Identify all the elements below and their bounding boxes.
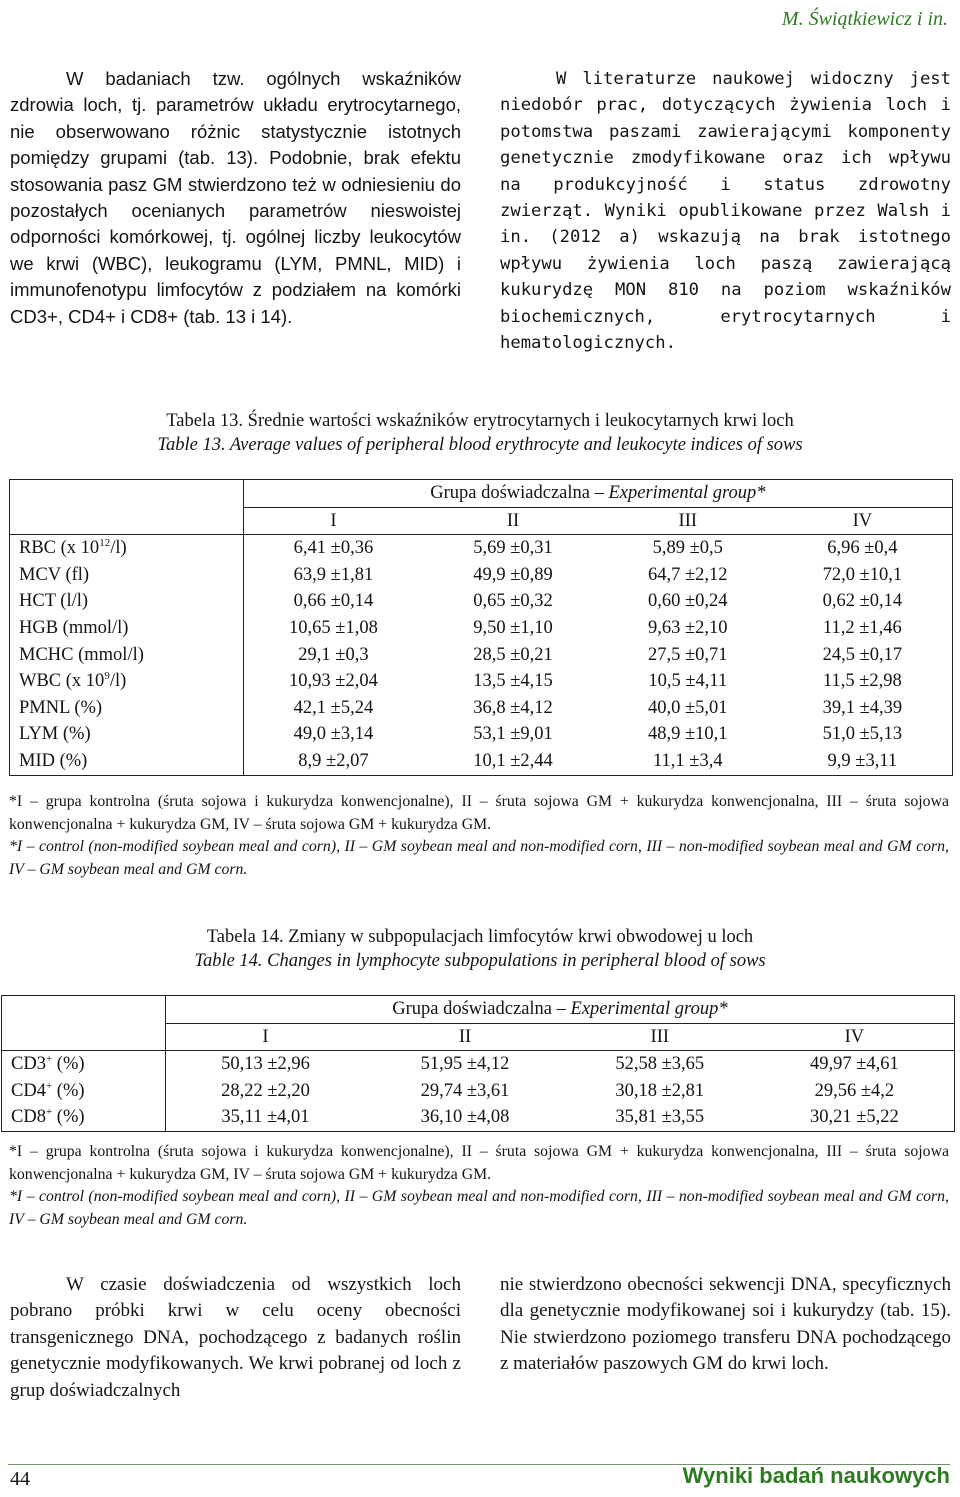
- value-cell: 11,2 ±1,46: [773, 615, 953, 642]
- value-cell: 11,1 ±3,4: [603, 748, 773, 775]
- group-header: Grupa doświadczalna – Experimental group*: [165, 996, 954, 1024]
- footnote-english: *I – control (non-modified soybean meal and corn), II – GM soybean meal and non-modified corn, III – non-modified soybean meal and GM corn, IV – GM soybean meal and GM corn.: [9, 838, 949, 878]
- table14-caption: [0, 925, 960, 973]
- value-cell: 27,5 ±0,71: [648, 644, 728, 665]
- value-cell: 39,1 ±4,39: [773, 695, 953, 722]
- footnote-polish: *I – grupa kontrolna (śruta sojowa i kukurydza konwencjonalne), II – śruta sojowa GM + kukurydza konwencjonalna, III – śruta sojowa konwencjonalna + kukurydza GM, IV – śruta sojowa GM + kukurydza GM.: [9, 793, 949, 833]
- value-cell: 29,74 ±3,61: [420, 1080, 510, 1101]
- table-corner-cell: [2, 1023, 166, 1051]
- value-cell: 49,97 ±4,61: [755, 1051, 955, 1078]
- value-cell: 36,8 ±4,12: [473, 697, 553, 718]
- value-cell: 49,0 ±3,14: [243, 721, 423, 748]
- table-row: [10, 748, 953, 775]
- running-head: M. Świątkiewicz i in.: [781, 8, 948, 30]
- table13-footnote: [9, 791, 949, 881]
- row-label: HCT (l/l): [10, 588, 244, 615]
- row-label: MCV (fl): [10, 562, 244, 589]
- table13: [9, 479, 953, 776]
- table-row: [10, 642, 953, 669]
- table-corner-cell: [2, 996, 166, 1024]
- group-col-header: II: [423, 507, 603, 535]
- value-cell: 28,5 ±0,21: [473, 644, 553, 665]
- value-cell: 35,11 ±4,01: [165, 1104, 365, 1131]
- table-corner-cell: [10, 507, 244, 535]
- table-row: [10, 695, 953, 722]
- value-cell: 0,62 ±0,14: [773, 588, 953, 615]
- value-cell: 29,1 ±0,3: [243, 642, 423, 669]
- row-label: WBC (x $10^9/l$): [10, 668, 244, 695]
- table-row: [10, 721, 953, 748]
- value-cell: 10,5 ±4,11: [648, 671, 728, 692]
- value-cell: 9,63 ±2,10: [648, 617, 728, 638]
- row-label: CD8+ (%): [2, 1104, 166, 1131]
- value-cell: 51,95 ±4,12: [365, 1051, 565, 1078]
- table-row: [2, 1078, 955, 1105]
- table-row: [10, 588, 953, 615]
- value-cell: 48,9 ±10,1: [648, 724, 728, 745]
- value-cell: 29,56 ±4,2: [755, 1078, 955, 1105]
- value-cell: 35,81 ±3,55: [565, 1104, 755, 1131]
- row-label: MID (%): [10, 748, 244, 775]
- group-col-header: IV: [755, 1023, 955, 1051]
- value-cell: 0,66 ±0,14: [243, 588, 423, 615]
- table14: [1, 995, 955, 1132]
- table-row: [10, 668, 953, 695]
- value-cell: 13,5 ±4,15: [473, 671, 553, 692]
- group-col-header: III: [565, 1023, 755, 1051]
- table13-caption: [0, 409, 960, 457]
- table-row: [10, 535, 953, 562]
- value-cell: 42,1 ±5,24: [243, 695, 423, 722]
- group-col-header: I: [243, 507, 423, 535]
- paragraph: nie stwierdzono obecności sekwencji DNA, specyficznych dla genetycznie modyfikowanej soi i kukurydzy (tab. 15). Nie stwierdzono poziomego transferu DNA pochodzącego z materiałów paszowych GM do krwi loch.: [500, 1274, 951, 1375]
- value-cell: 28,22 ±2,20: [165, 1078, 365, 1105]
- footnote-english: *I – control (non-modified soybean meal and corn), II – GM soybean meal and non-modified corn, III – non-modified soybean meal and GM corn, IV – GM soybean meal and GM corn.: [9, 1188, 949, 1228]
- table-row: [2, 1104, 955, 1131]
- value-cell: 10,1 ±2,44: [423, 748, 603, 775]
- value-cell: 10,93 ±2,04: [243, 668, 423, 695]
- value-cell: 72,0 ±10,1: [773, 562, 953, 589]
- table14-footnote: [9, 1141, 949, 1231]
- bottom-left-column-text: [10, 1272, 461, 1404]
- value-cell: 9,9 ±3,11: [773, 748, 953, 775]
- paragraph: W literaturze naukowej widoczny jest niedobór prac, dotyczących żywienia loch i potomstwa paszami zawierającymi komponenty genetycznie zmodyfikowane oraz ich wpływu na produkcyjność i status zdrowotny zwierząt. Wyniki opublikowane przez Walsh i in. (2012 a) wskazują na brak istotnego wpływu żywienia loch paszą zawierającą kukurydzę MON 810 na poziom wskaźników biochemicznych, erytrocytarnych i hematologicznych.: [500, 69, 951, 354]
- value-cell: 40,0 ±5,01: [648, 697, 728, 718]
- value-cell: 30,21 ±5,22: [755, 1104, 955, 1131]
- row-label: CD4+ (%): [2, 1078, 166, 1105]
- footnote-polish: *I – grupa kontrolna (śruta sojowa i kukurydza konwencjonalne), II – śruta sojowa GM + kukurydza konwencjonalna, III – śruta sojowa konwencjonalna + kukurydza GM, IV – śruta sojowa GM + kukurydza GM.: [9, 1143, 949, 1183]
- value-cell: 5,69 ±0,31: [423, 535, 603, 562]
- group-col-header: IV: [773, 507, 953, 535]
- row-label: PMNL (%): [10, 695, 244, 722]
- right-column-text: [500, 66, 951, 356]
- table-row: [10, 615, 953, 642]
- bottom-right-column-text: [500, 1272, 951, 1378]
- row-label: RBC (x $10^{12}/l$): [10, 535, 244, 562]
- row-label: LYM (%): [10, 721, 244, 748]
- value-cell: 11,5 ±2,98: [773, 668, 953, 695]
- value-cell: 51,0 ±5,13: [773, 721, 953, 748]
- group-col-header: III: [603, 507, 773, 535]
- value-cell: 0,60 ±0,24: [648, 591, 728, 612]
- group-col-header: II: [365, 1023, 565, 1051]
- value-cell: 0,65 ±0,32: [473, 591, 553, 612]
- table-corner-cell: [10, 480, 244, 508]
- value-cell: 52,58 ±3,65: [565, 1051, 755, 1078]
- value-cell: 6,96 ±0,4: [773, 535, 953, 562]
- value-cell: 36,10 ±4,08: [365, 1104, 565, 1131]
- table-row: [2, 1051, 955, 1078]
- caption-polish: Tabela 13. Średnie wartości wskaźników erytrocytarnych i leukocytarnych krwi loch: [166, 411, 794, 431]
- group-col-header: I: [165, 1023, 365, 1051]
- paragraph: W badaniach tzw. ogólnych wskaźników zdrowia loch, tj. parametrów układu erytrocytarnego, nie obserwowano różnic statystycznie istotnych pomiędzy grupami (tab. 13). Podobnie, brak efektu stosowania pasz GM stwierdzono też w odniesieniu do pozostałych ocenianych parametrów nieswoistej odporności komórkowej, tj. ogólnej liczby leukocytów we krwi (WBC), leukogramu (LYM, PMNL, MID) i immunofenotypu limfocytów z podziałem na komórki CD3+, CD4+ i CD8+ (tab. 13 i 14).: [10, 68, 461, 327]
- page-number: 44: [10, 1468, 30, 1490]
- row-label: CD3+ (%): [2, 1051, 166, 1078]
- group-header: Grupa doświadczalna – Experimental group*: [243, 480, 952, 508]
- paragraph: W czasie doświadczenia od wszystkich loch pobrano próbki krwi w celu oceny obecności transgenicznego DNA, pochodzącego z badanych roślin genetycznie modyfikowanych. We krwi pobranej od loch z grup doświadczalnych: [10, 1274, 461, 1401]
- value-cell: 30,18 ±2,81: [615, 1080, 705, 1101]
- value-cell: 49,9 ±0,89: [473, 564, 553, 585]
- value-cell: 24,5 ±0,17: [773, 642, 953, 669]
- value-cell: 64,7 ±2,12: [648, 564, 728, 585]
- left-column-text: [10, 66, 461, 330]
- value-cell: 8,9 ±2,07: [243, 748, 423, 775]
- footer-brand: Wyniki badań naukowych: [682, 1463, 950, 1488]
- value-cell: 6,41 ±0,36: [243, 535, 423, 562]
- table-row: [10, 562, 953, 589]
- row-label: MCHC (mmol/l): [10, 642, 244, 669]
- value-cell: 53,1 ±9,01: [473, 724, 553, 745]
- value-cell: 9,50 ±1,10: [473, 617, 553, 638]
- row-label: HGB (mmol/l): [10, 615, 244, 642]
- caption-polish: Tabela 14. Zmiany w subpopulacjach limfocytów krwi obwodowej u loch: [206, 927, 754, 947]
- value-cell: 5,89 ±0,5: [603, 535, 773, 562]
- value-cell: 10,65 ±1,08: [243, 615, 423, 642]
- value-cell: 50,13 ±2,96: [165, 1051, 365, 1078]
- caption-english: Table 14. Changes in lymphocyte subpopulations in peripheral blood of sows: [194, 951, 766, 971]
- value-cell: 63,9 ±1,81: [243, 562, 423, 589]
- caption-english: Table 13. Average values of peripheral blood erythrocyte and leukocyte indices of sows: [157, 435, 803, 455]
